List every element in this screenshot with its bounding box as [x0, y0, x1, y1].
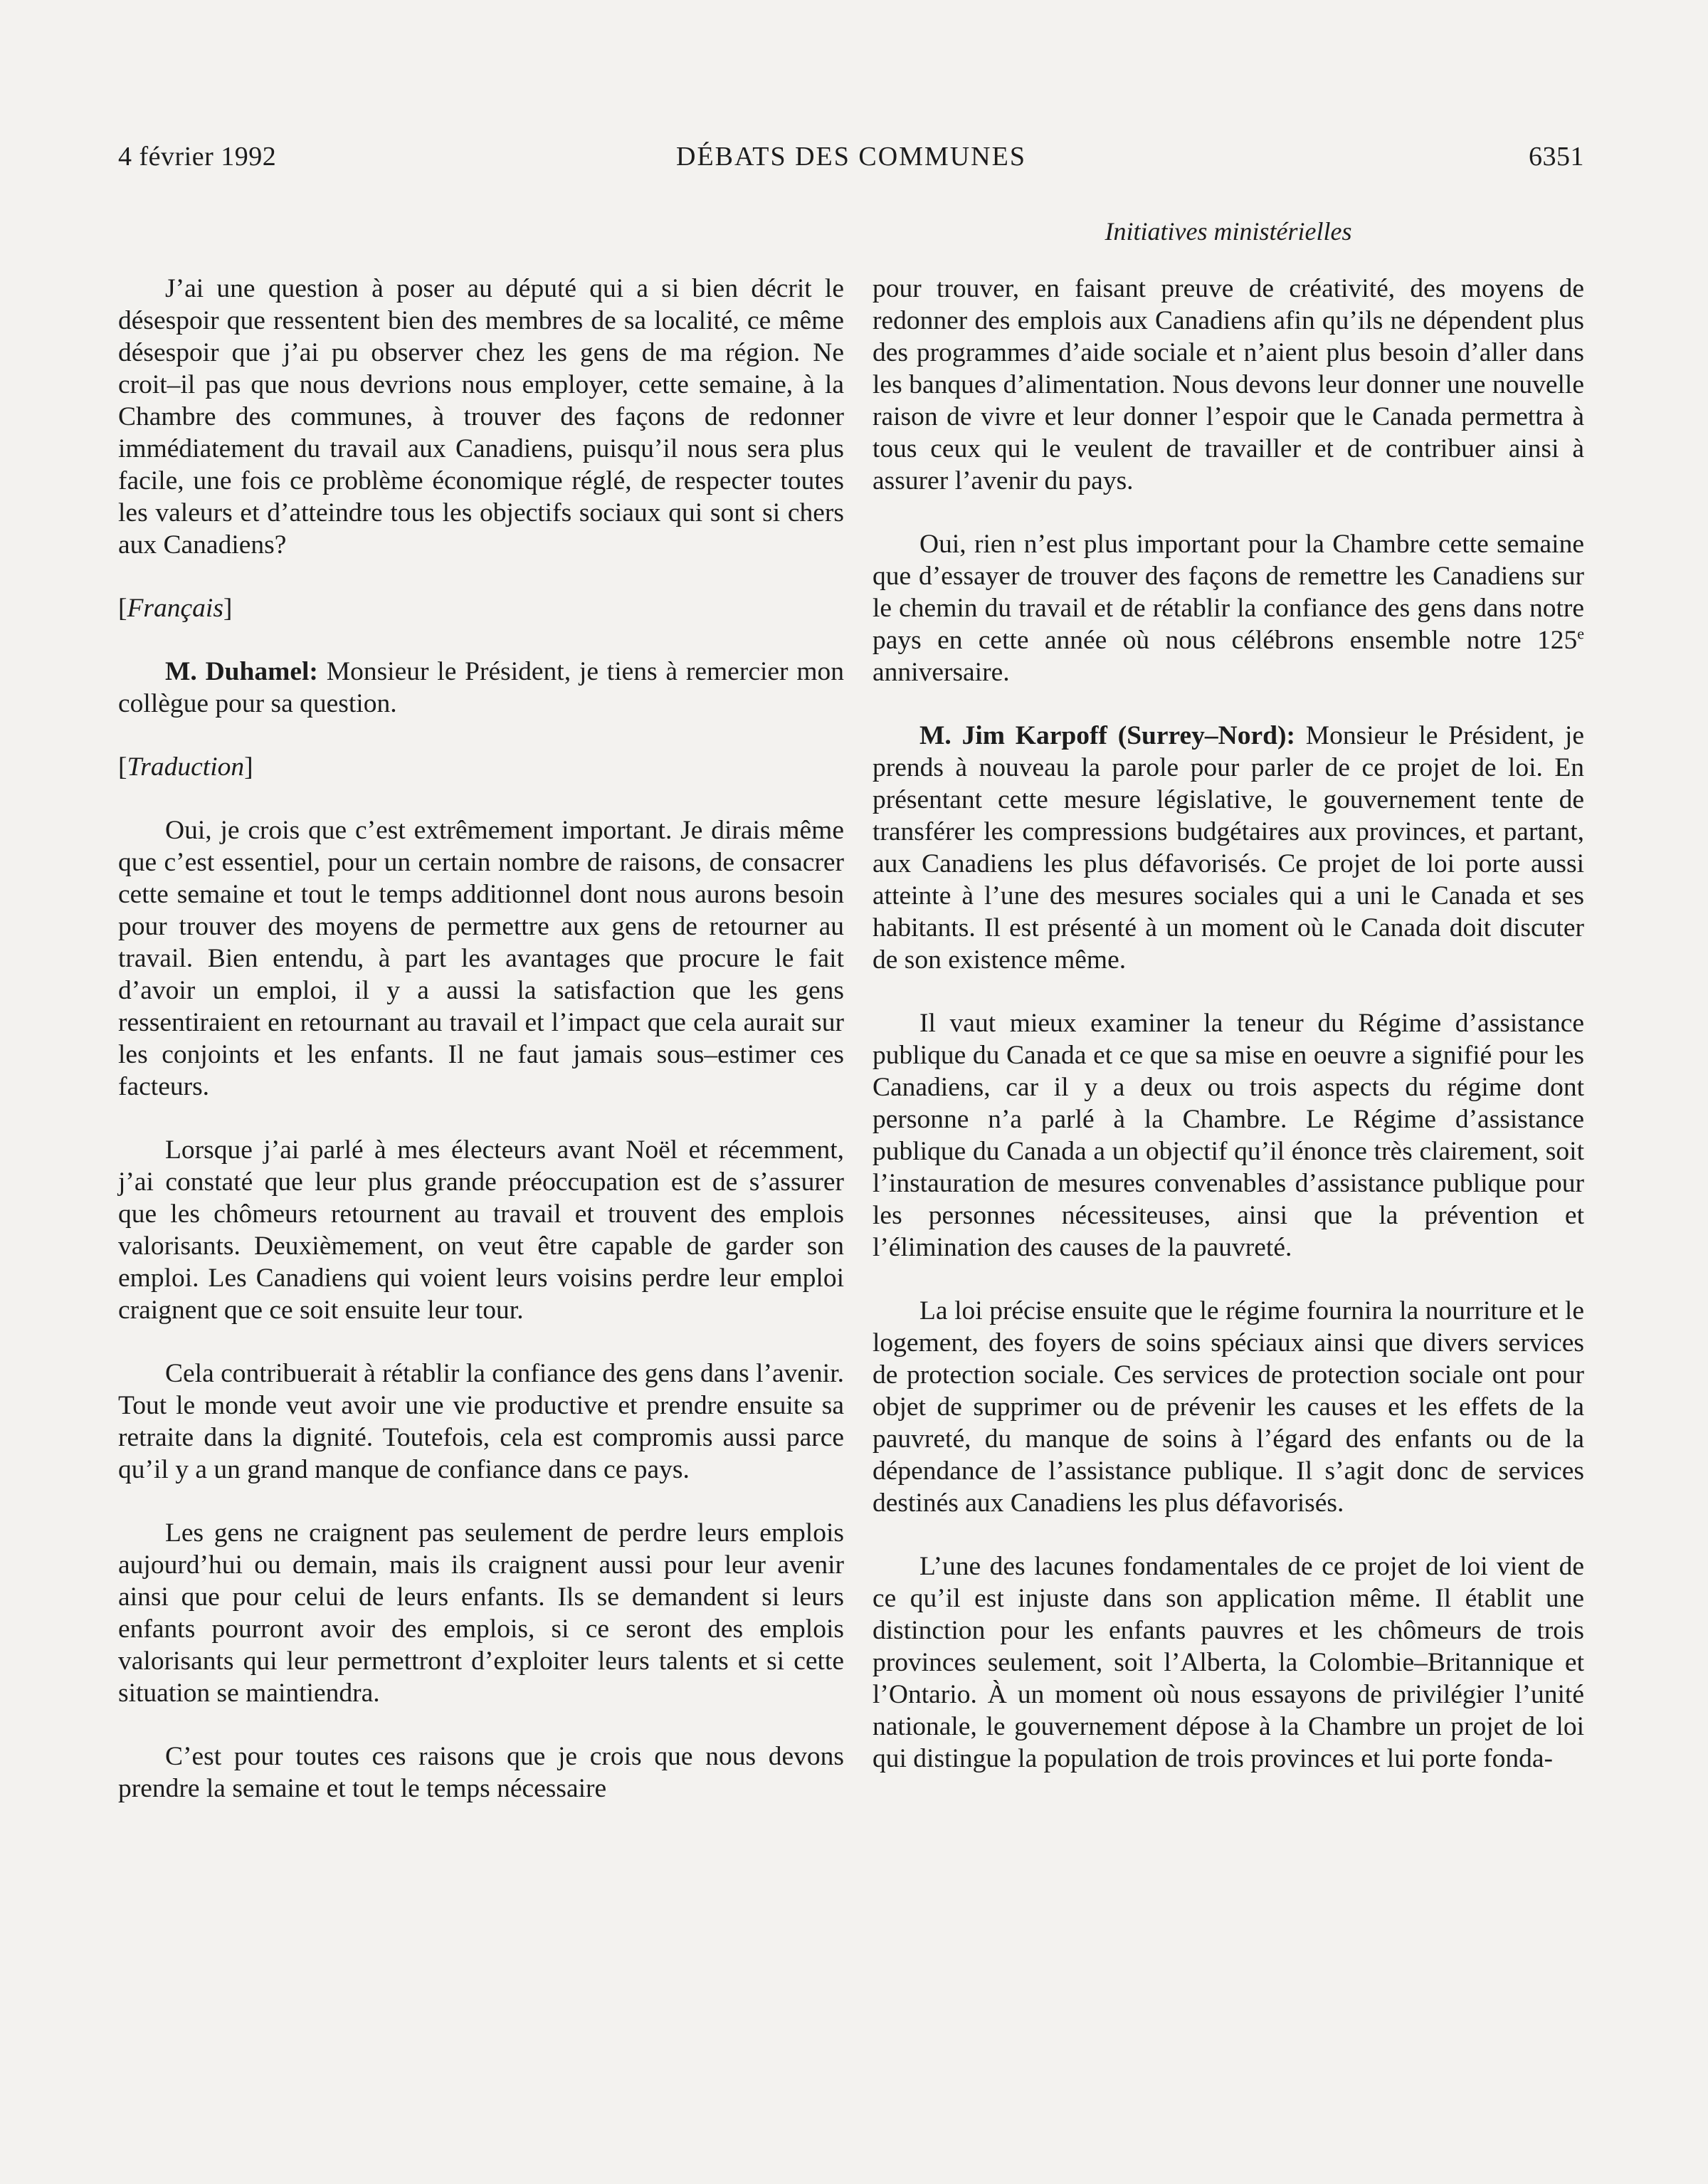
paragraph: pour trouver, en faisant preuve de créativité, des moyens de redonner des emplois aux Canadiens afin qu’ils ne dépendent plus des programmes d’aide sociale et n’aient plus besoin d’aller dans les banques d’alimentation. Nous devons leur donner une nouvelle raison de vivre et leur donner l’espoir que le Canada permettra à tous ceux qui le veulent de travailler et de contribuer ainsi à assurer l’avenir du pays.	[873, 274, 1584, 495]
paragraph-text: anniversaire.	[873, 658, 1010, 687]
paragraph: L’une des lacunes fondamentales de ce projet de loi vient de ce qu’il est injuste dans son application même. Il établit une distinction pour les enfants pauvres et les chômeurs de trois provinces seulement, soit l’Alberta, la Colombie–Britannique et l’Ontario. À un moment où nous essayons de privilégier l’unité nationale, le gouvernement dépose à la Chambre un projet de loi qui distingue la population de trois provinces et lui porte fonda-	[873, 1552, 1584, 1773]
language-tag-text: Français	[127, 594, 223, 623]
speaker-name: M. Jim Karpoff (Surrey–Nord):	[919, 721, 1295, 750]
section-title: Initiatives ministérielles	[1105, 217, 1352, 246]
header-title: DÉBATS DES COMMUNES	[676, 142, 1026, 172]
paragraph: Les gens ne craignent pas seulement de perdre leurs emplois aujourd’hui ou demain, mais ils craignent aussi pour leur avenir ainsi que pour celui de leurs enfants. Ils se demandent si leurs enfants pourront avoir des emplois, si ce seront des emplois valorisants qui leur permettront d’exploiter leurs talents et si cette situation se maintiendra.	[118, 1518, 844, 1708]
page-number: 6351	[1529, 142, 1584, 172]
paragraph-text: Oui, rien n’est plus important pour la Chambre cette semaine que d’essayer de trouver des façons de remettre les Canadiens sur le chemin du travail et de rétablir la confiance des gens dans notre pays en cette année où nous célébrons ensemble notre 125	[873, 530, 1584, 655]
speaker-name: M. Duhamel:	[165, 657, 318, 686]
paragraph: C’est pour toutes ces raisons que je crois que nous devons prendre la semaine et tout le temps nécessaire	[118, 1742, 844, 1803]
paragraph: Oui, je crois que c’est extrêmement important. Je dirais même que c’est essentiel, pour un certain nombre de raisons, de consacrer cette semaine et tout le temps additionnel dont nous aurons besoin pour trouver des moyens de permettre aux gens de retourner au travail. Bien entendu, à part les avantages que procure le fait d’avoir un emploi, il y a aussi la satisfaction que les gens ressentiraient en retournant au travail et l’impact que cela aurait sur les conjoints et les enfants. Il ne faut jamais sous–estimer ces facteurs.	[118, 816, 844, 1101]
paragraph: Cela contribuerait à rétablir la confiance des gens dans l’avenir. Tout le monde veut avoir une vie productive et prendre ensuite sa retraite dans la dignité. Toutefois, cela est compromis aussi parce qu’il y a un grand manque de confiance dans ce pays.	[118, 1359, 844, 1484]
translation-tag-text: Traduction	[127, 752, 245, 782]
superscript: e	[1577, 624, 1584, 643]
left-column	[118, 273, 844, 1836]
right-column	[873, 273, 1584, 1806]
speech-paragraph	[118, 656, 844, 720]
paragraph: La loi précise ensuite que le régime fournira la nourriture et le logement, des foyers de soins spéciaux ainsi que divers services de protection sociale. Ces services de protection sociale ont pour objet de supprimer ou de prévenir les causes et les effets de la pauvreté, du manque de soins à l’égard des enfants ou de la dépendance de l’assistance publique. Il s’agit donc de services destinés aux Canadiens les plus défavorisés.	[873, 1296, 1584, 1518]
paragraph: J’ai une question à poser au député qui a si bien décrit le désespoir que ressentent bien des membres de sa localité, ce même désespoir que j’ai pu observer chez les gens de ma région. Ne croit–il pas que nous devrions nous employer, cette semaine, à la Chambre des communes, à trouver des façons de redonner immédiatement du travail aux Canadiens, puisqu’il nous sera plus facile, une fois ce problème économique réglé, de respecter toutes les valeurs et d’atteindre tous les objectifs sociaux qui sont si chers aux Canadiens?	[118, 274, 844, 560]
paragraph: Il vaut mieux examiner la teneur du Régime d’assistance publique du Canada et ce que sa mise en oeuvre a signifié pour les Canadiens, car il y a deux ou trois aspects du régime dont personne n’a parlé à la Chambre. Le Régime d’assistance publique du Canada a un objectif qu’il énonce très clairement, soit l’instauration de mesures convenables d’assistance publique pour les personnes nécessiteuses, ainsi que la prévention et l’élimination des causes de la pauvreté.	[873, 1009, 1584, 1262]
page-header	[118, 141, 1584, 184]
speech-paragraph	[873, 720, 1584, 976]
paragraph	[873, 528, 1584, 688]
header-date: 4 février 1992	[118, 142, 277, 172]
language-tag: [Français]	[118, 594, 233, 623]
speech-text: Monsieur le Président, je tiens à remercier mon collègue pour sa question.	[118, 657, 844, 718]
speech-text: Monsieur le Président, je prends à nouveau la parole pour parler de ce projet de loi. En présentant cette mesure législative, le gouvernement tente de transférer les compressions budgétaires aux provinces, et partant, aux Canadiens les plus défavorisés. Ce projet de loi porte aussi atteinte à l’une des mesures sociales qui a uni le Canada et ses habitants. Il est présenté à un moment où le Canada doit discuter de son existence même.	[873, 721, 1584, 975]
paragraph: Lorsque j’ai parlé à mes électeurs avant Noël et récemment, j’ai constaté que leur plus grande préoccupation est de s’assurer que les chômeurs retournent au travail et trouvent des emplois valorisants. Deuxièmement, on veut être capable de garder son emploi. Les Canadiens qui voient leurs voisins perdre leur emploi craignent que ce soit ensuite leur tour.	[118, 1135, 844, 1325]
translation-tag: [Traduction]	[118, 752, 253, 782]
